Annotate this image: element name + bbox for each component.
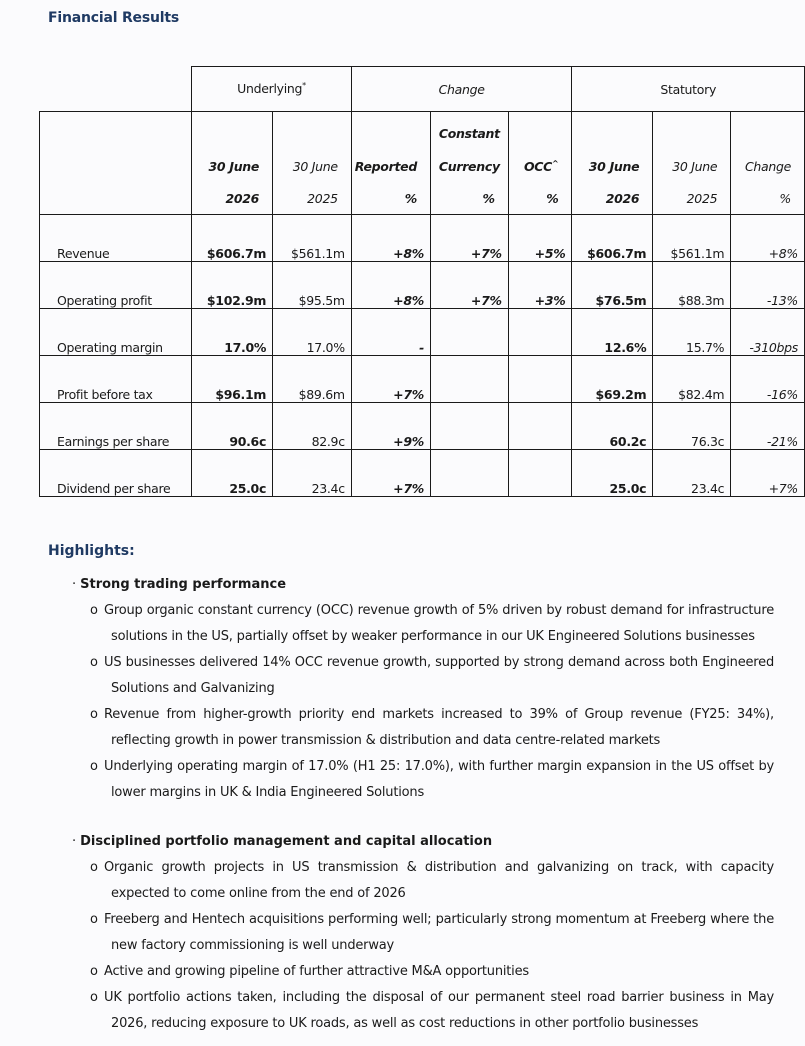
column-header-line: 30 June: [208, 159, 260, 174]
empty-corner-cell: [40, 67, 192, 112]
table-row: [40, 262, 805, 309]
row-label: Dividend per share: [40, 450, 192, 497]
table-cell: [508, 403, 572, 450]
sub-bullet: o: [90, 655, 98, 670]
section-heading-text: Strong trading performance: [80, 577, 287, 592]
column-header-row: [40, 112, 805, 215]
table-cell: 25.0c: [572, 450, 653, 497]
highlight-item: [90, 907, 774, 959]
column-header-line: 2025: [307, 191, 338, 206]
highlight-item: [90, 855, 774, 907]
table-cell: +7%: [731, 450, 805, 497]
column-header-line: 30 June: [588, 159, 640, 174]
table-cell: 25.0c: [192, 450, 273, 497]
highlight-item-text: Group organic constant currency (OCC) revenue growth of 5% driven by robust demand for infrastructure solutions in the US, partially offset by weaker performance in our UK Engineered Solutions businesses: [104, 603, 774, 644]
highlight-item-text: Organic growth projects in US transmission & distribution and galvanizing on track, with capacity expected to come online from the end of 2026: [104, 860, 774, 901]
table-cell: $606.7m: [572, 215, 653, 262]
table-cell: 23.4c: [653, 450, 731, 497]
table-cell: $76.5m: [572, 262, 653, 309]
table-cell: 17.0%: [192, 309, 273, 356]
table-cell: 90.6c: [192, 403, 273, 450]
table-row: [40, 309, 805, 356]
table-cell: +8%: [351, 215, 430, 262]
table-row: [40, 356, 805, 403]
highlight-item-text: Active and growing pipeline of further attractive M&A opportunities: [104, 964, 529, 979]
column-header-line: OCC^: [523, 159, 559, 175]
row-label: Operating profit: [40, 262, 192, 309]
table-cell: [430, 356, 508, 403]
table-cell: -: [351, 309, 430, 356]
occ-footnote-mark: ^: [552, 159, 559, 168]
group-change: Change: [351, 67, 572, 112]
table-cell: [508, 309, 572, 356]
table-cell: $89.6m: [273, 356, 352, 403]
table-cell: 82.9c: [273, 403, 352, 450]
table-cell: [508, 356, 572, 403]
column-header-line: 2025: [686, 191, 718, 206]
highlight-item: [90, 598, 774, 650]
table-cell: +7%: [351, 356, 430, 403]
column-header-7: [653, 112, 731, 215]
group-header-row: [40, 67, 805, 112]
page-title: Financial Results: [48, 10, 179, 26]
column-header-line: %: [779, 191, 791, 206]
column-header-8: [731, 112, 805, 215]
table-cell: $82.4m: [653, 356, 731, 403]
table-cell: -13%: [731, 262, 805, 309]
table-cell: $561.1m: [273, 215, 352, 262]
table-cell: +8%: [351, 262, 430, 309]
row-label: Revenue: [40, 215, 192, 262]
group-statutory: Statutory: [572, 67, 805, 112]
row-label: Operating margin: [40, 309, 192, 356]
table-cell: $561.1m: [653, 215, 731, 262]
row-label: Profit before tax: [40, 356, 192, 403]
table-cell: +8%: [731, 215, 805, 262]
column-header-line: Currency: [438, 159, 500, 174]
bullet-dot: ·: [72, 577, 77, 592]
table-row: [40, 450, 805, 497]
column-header-line: %: [482, 191, 495, 206]
highlight-item-text: Underlying operating margin of 17.0% (H1 25: 17.0%), with further margin expansion in the US offset by lower margins in UK & India Engineered Solutions: [104, 759, 774, 800]
highlight-item: [90, 754, 774, 806]
table-cell: -16%: [731, 356, 805, 403]
sub-bullet: o: [90, 912, 98, 927]
table-cell: $606.7m: [192, 215, 273, 262]
table-cell: $88.3m: [653, 262, 731, 309]
table-cell: +7%: [430, 215, 508, 262]
sub-bullet: o: [90, 990, 98, 1005]
table-cell: [430, 309, 508, 356]
column-header-line: 30 June: [672, 159, 718, 174]
table-cell: 60.2c: [572, 403, 653, 450]
highlight-item-text: Freeberg and Hentech acquisitions performing well; particularly strong momentum at Freeberg where the new factory commissioning is well underway: [104, 912, 774, 953]
column-header-6: [572, 112, 653, 215]
column-header-1: [192, 112, 273, 215]
table-cell: 17.0%: [273, 309, 352, 356]
column-header-5: [508, 112, 572, 215]
highlight-item: [90, 959, 774, 985]
table-cell: 12.6%: [572, 309, 653, 356]
table-cell: 23.4c: [273, 450, 352, 497]
sub-bullet: o: [90, 707, 98, 722]
highlight-item: [90, 985, 774, 1037]
highlight-item: [90, 650, 774, 702]
column-header-2: [273, 112, 352, 215]
section-heading-text: Disciplined portfolio management and capital allocation: [80, 834, 493, 849]
column-header-4: [430, 112, 508, 215]
table-cell: [430, 450, 508, 497]
highlights-section-heading: [72, 834, 492, 849]
financial-results-table: [39, 66, 805, 497]
column-header-line: Change: [744, 159, 791, 174]
table-row: [40, 215, 805, 262]
column-header-line: 30 June: [292, 159, 338, 174]
highlight-item-text: US businesses delivered 14% OCC revenue growth, supported by strong demand across both Engineered Solutions and Galvanizing: [104, 655, 774, 696]
column-header-line: Constant: [438, 126, 500, 141]
table-cell: 15.7%: [653, 309, 731, 356]
column-header-line: 2026: [225, 191, 260, 206]
group-underlying: Underlying*: [192, 67, 352, 112]
table-cell: -310bps: [731, 309, 805, 356]
table-cell: $95.5m: [273, 262, 352, 309]
highlight-item-text: Revenue from higher-growth priority end markets increased to 39% of Group revenue (FY25: 34%), reflecting growth in power transmission & distribution and data centre-related markets: [104, 707, 774, 748]
sub-bullet: o: [90, 964, 98, 979]
sub-bullet: o: [90, 860, 98, 875]
table-cell: [508, 450, 572, 497]
table-cell: +7%: [430, 262, 508, 309]
table-cell: +9%: [351, 403, 430, 450]
bullet-dot: ·: [72, 834, 77, 849]
table-cell: +3%: [508, 262, 572, 309]
table-cell: +7%: [351, 450, 430, 497]
sub-bullet: o: [90, 759, 98, 774]
column-header-line: %: [404, 191, 417, 206]
table-row: [40, 403, 805, 450]
table-cell: [430, 403, 508, 450]
sub-bullet: o: [90, 603, 98, 618]
table-cell: 76.3c: [653, 403, 731, 450]
table-cell: $96.1m: [192, 356, 273, 403]
highlights-title: Highlights:: [48, 543, 135, 559]
column-header-line: %: [546, 191, 559, 206]
table-cell: -21%: [731, 403, 805, 450]
table-cell: +5%: [508, 215, 572, 262]
highlights-section-heading: [72, 577, 286, 592]
table-cell: $102.9m: [192, 262, 273, 309]
row-label: Earnings per share: [40, 403, 192, 450]
table-cell: $69.2m: [572, 356, 653, 403]
highlight-item-text: UK portfolio actions taken, including the disposal of our permanent steel road barrier business in May 2026, reducing exposure to UK roads, as well as cost reductions in other portfolio businesses: [104, 990, 774, 1031]
column-header-line: Reported: [354, 159, 417, 174]
column-header-line: 2026: [605, 191, 640, 206]
column-header-3: [351, 112, 430, 215]
header-empty-cell: [40, 112, 192, 215]
highlight-item: [90, 702, 774, 754]
